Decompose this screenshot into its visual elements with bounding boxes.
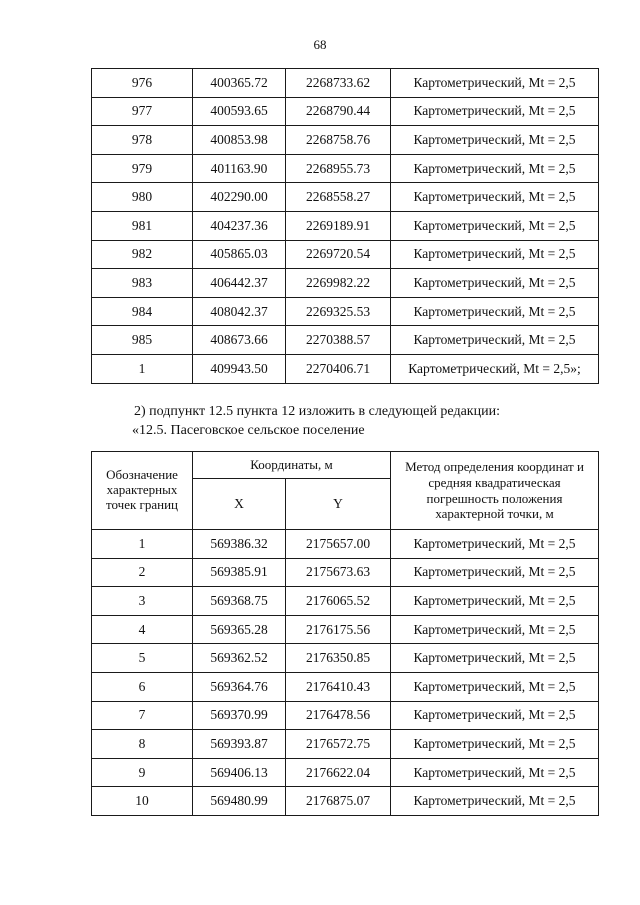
method-cell: Картометрический, Mt = 2,5 xyxy=(391,240,599,269)
x-coordinate-cell: 569365.28 xyxy=(193,615,286,644)
table-row xyxy=(92,326,599,355)
y-coordinate-cell: 2269720.54 xyxy=(286,240,391,269)
x-coordinate-cell: 569362.52 xyxy=(193,644,286,673)
method-cell: Картометрический, Mt = 2,5 xyxy=(391,701,599,730)
y-coordinate-cell: 2268790.44 xyxy=(286,97,391,126)
table-row xyxy=(92,758,599,787)
point-id-cell: 8 xyxy=(92,730,193,759)
point-id-cell: 981 xyxy=(92,211,193,240)
method-cell: Картометрический, Mt = 2,5 xyxy=(391,644,599,673)
table-row xyxy=(92,97,599,126)
table-row xyxy=(92,154,599,183)
x-coordinate-cell: 569364.76 xyxy=(193,672,286,701)
table-row xyxy=(92,354,599,383)
x-coordinate-cell: 569386.32 xyxy=(193,530,286,559)
method-cell: Картометрический, Mt = 2,5 xyxy=(391,530,599,559)
coordinates-table-continued xyxy=(91,68,599,384)
x-coordinate-cell: 569368.75 xyxy=(193,587,286,616)
method-cell: Картометрический, Mt = 2,5 xyxy=(391,326,599,355)
point-id-cell: 983 xyxy=(92,269,193,298)
table-row xyxy=(92,530,599,559)
amendment-paragraph xyxy=(134,402,500,440)
point-id-cell: 7 xyxy=(92,701,193,730)
x-coordinate-cell: 569406.13 xyxy=(193,758,286,787)
table-row xyxy=(92,587,599,616)
method-cell: Картометрический, Mt = 2,5 xyxy=(391,211,599,240)
x-coordinate-cell: 408042.37 xyxy=(193,297,286,326)
point-id-cell: 976 xyxy=(92,69,193,98)
point-id-cell: 977 xyxy=(92,97,193,126)
method-cell: Картометрический, Mt = 2,5 xyxy=(391,183,599,212)
point-id-cell: 4 xyxy=(92,615,193,644)
point-id-cell: 978 xyxy=(92,126,193,155)
header-point-designation: Обозначение характерных точек границ xyxy=(92,452,193,530)
method-cell: Картометрический, Mt = 2,5 xyxy=(391,297,599,326)
point-id-cell: 10 xyxy=(92,787,193,816)
method-cell: Картометрический, Mt = 2,5 xyxy=(391,672,599,701)
point-id-cell: 6 xyxy=(92,672,193,701)
method-cell: Картометрический, Mt = 2,5 xyxy=(391,558,599,587)
method-cell: Картометрический, Mt = 2,5 xyxy=(391,587,599,616)
method-cell: Картометрический, Mt = 2,5 xyxy=(391,69,599,98)
x-coordinate-cell: 409943.50 xyxy=(193,354,286,383)
method-cell: Картометрический, Mt = 2,5 xyxy=(391,758,599,787)
header-method: Метод определения координат и средняя квадратическая погрешность положения характерной точки, м xyxy=(391,452,599,530)
y-coordinate-cell: 2176875.07 xyxy=(286,787,391,816)
y-coordinate-cell: 2176572.75 xyxy=(286,730,391,759)
y-coordinate-cell: 2268733.62 xyxy=(286,69,391,98)
table-row xyxy=(92,240,599,269)
y-coordinate-cell: 2268558.27 xyxy=(286,183,391,212)
table-row xyxy=(92,730,599,759)
y-coordinate-cell: 2269189.91 xyxy=(286,211,391,240)
table-row xyxy=(92,701,599,730)
header-y: Y xyxy=(286,479,391,530)
table-row xyxy=(92,211,599,240)
table-row xyxy=(92,183,599,212)
x-coordinate-cell: 400365.72 xyxy=(193,69,286,98)
page-number: 68 xyxy=(313,37,327,52)
y-coordinate-cell: 2176478.56 xyxy=(286,701,391,730)
table-row xyxy=(92,69,599,98)
table-row xyxy=(92,269,599,298)
table-row xyxy=(92,126,599,155)
table-row xyxy=(92,558,599,587)
x-coordinate-cell: 569480.99 xyxy=(193,787,286,816)
x-coordinate-cell: 569370.99 xyxy=(193,701,286,730)
table-row xyxy=(92,787,599,816)
point-id-cell: 984 xyxy=(92,297,193,326)
point-id-cell: 1 xyxy=(92,530,193,559)
table-row xyxy=(92,672,599,701)
header-x: X xyxy=(193,479,286,530)
y-coordinate-cell: 2269325.53 xyxy=(286,297,391,326)
point-id-cell: 985 xyxy=(92,326,193,355)
method-cell: Картометрический, Mt = 2,5 xyxy=(391,615,599,644)
y-coordinate-cell: 2269982.22 xyxy=(286,269,391,298)
point-id-cell: 3 xyxy=(92,587,193,616)
x-coordinate-cell: 404237.36 xyxy=(193,211,286,240)
point-id-cell: 1 xyxy=(92,354,193,383)
table2-body xyxy=(92,530,599,816)
point-id-cell: 979 xyxy=(92,154,193,183)
method-cell: Картометрический, Mt = 2,5 xyxy=(391,126,599,155)
table-row xyxy=(92,615,599,644)
method-cell: Картометрический, Mt = 2,5»; xyxy=(391,354,599,383)
y-coordinate-cell: 2270388.57 xyxy=(286,326,391,355)
amendment-line: 2) подпункт 12.5 пункта 12 изложить в следующей редакции: xyxy=(134,404,500,419)
y-coordinate-cell: 2176175.56 xyxy=(286,615,391,644)
method-cell: Картометрический, Mt = 2,5 xyxy=(391,787,599,816)
x-coordinate-cell: 402290.00 xyxy=(193,183,286,212)
x-coordinate-cell: 408673.66 xyxy=(193,326,286,355)
section-heading: «12.5. Пасеговское сельское поселение xyxy=(132,423,365,438)
point-id-cell: 5 xyxy=(92,644,193,673)
x-coordinate-cell: 401163.90 xyxy=(193,154,286,183)
coordinates-table-pasegovskoe xyxy=(91,451,599,816)
y-coordinate-cell: 2176065.52 xyxy=(286,587,391,616)
table-row xyxy=(92,297,599,326)
method-cell: Картометрический, Mt = 2,5 xyxy=(391,154,599,183)
y-coordinate-cell: 2176350.85 xyxy=(286,644,391,673)
x-coordinate-cell: 400593.65 xyxy=(193,97,286,126)
point-id-cell: 980 xyxy=(92,183,193,212)
y-coordinate-cell: 2268758.76 xyxy=(286,126,391,155)
y-coordinate-cell: 2175657.00 xyxy=(286,530,391,559)
method-cell: Картометрический, Mt = 2,5 xyxy=(391,97,599,126)
y-coordinate-cell: 2176622.04 xyxy=(286,758,391,787)
x-coordinate-cell: 405865.03 xyxy=(193,240,286,269)
table1-body xyxy=(92,69,599,384)
x-coordinate-cell: 569393.87 xyxy=(193,730,286,759)
point-id-cell: 9 xyxy=(92,758,193,787)
y-coordinate-cell: 2175673.63 xyxy=(286,558,391,587)
table-row xyxy=(92,644,599,673)
y-coordinate-cell: 2176410.43 xyxy=(286,672,391,701)
x-coordinate-cell: 406442.37 xyxy=(193,269,286,298)
method-cell: Картометрический, Mt = 2,5 xyxy=(391,730,599,759)
y-coordinate-cell: 2268955.73 xyxy=(286,154,391,183)
point-id-cell: 982 xyxy=(92,240,193,269)
method-cell: Картометрический, Mt = 2,5 xyxy=(391,269,599,298)
x-coordinate-cell: 400853.98 xyxy=(193,126,286,155)
y-coordinate-cell: 2270406.71 xyxy=(286,354,391,383)
x-coordinate-cell: 569385.91 xyxy=(193,558,286,587)
point-id-cell: 2 xyxy=(92,558,193,587)
header-coordinates: Координаты, м xyxy=(193,452,391,479)
